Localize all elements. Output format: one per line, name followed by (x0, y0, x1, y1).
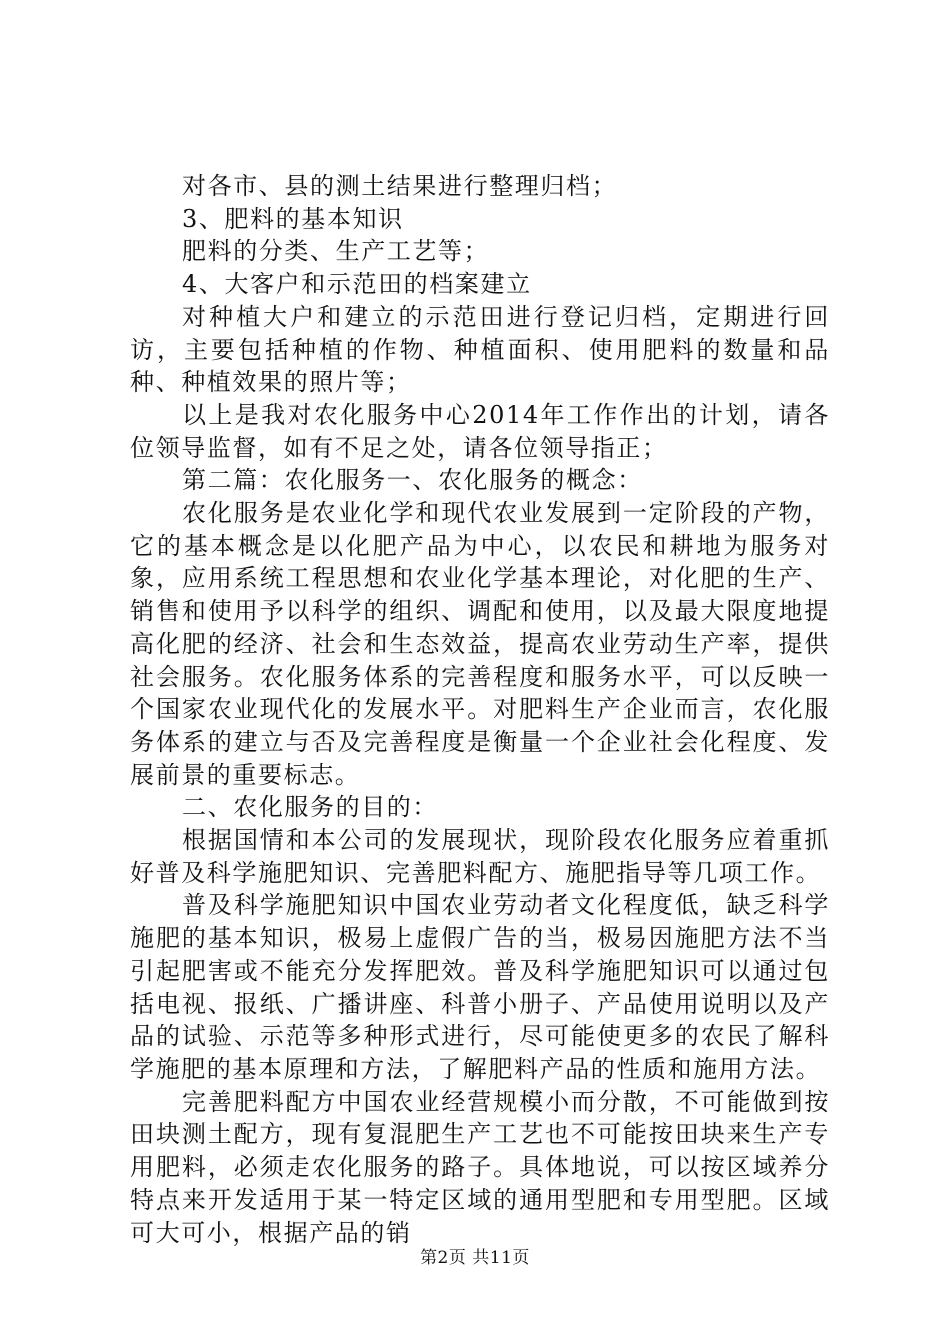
paragraph-improve-formula: 完善肥料配方中国农业经营规模小而分散，不可能做到按田块测土配方，现有复混肥生产工艺也不可能按田块来生产专用肥料，必须走农化服务的路子。具体地说，可以按区域养分特点来开发适用于某一特定区域的通用型肥和专用型肥。区域可大可小，根据产品的销 (130, 1087, 830, 1247)
page-footer (0, 1243, 950, 1268)
document-body (130, 170, 830, 1249)
paragraph-popularize-knowledge: 普及科学施肥知识中国农业劳动者文化程度低，缺乏科学施肥的基本知识，极易上虚假广告的当，极易因施肥方法不当引起肥害或不能充分发挥肥效。普及科学施肥知识可以通过包括电视、报纸、广播讲座、科普小册子、产品使用说明以及产品的试验、示范等多种形式进行，尽可能使更多的农民了解科学施肥的基本原理和方法，了解肥料产品的性质和施用方法。 (130, 891, 830, 1083)
paragraph-client-registration: 对种植大户和建立的示范田进行登记归档，定期进行回访，主要包括种植的作物、种植面积、使用肥料的数量和品种、种植效果的照片等； (130, 302, 830, 397)
paragraph-archive-results: 对各市、县的测土结果进行整理归档； (182, 172, 618, 200)
paragraph-heading-second-article: 第二篇：农化服务一、农化服务的概念： (182, 466, 643, 495)
paragraph-heading-client-archives: 4、大客户和示范田的档案建立 (182, 270, 532, 299)
paragraph-heading-service-purpose: 二、农化服务的目的： (182, 793, 438, 822)
paragraph-heading-fertilizer-basics: 3、肥料的基本知识 (182, 204, 404, 233)
paragraph-plan-summary: 以上是我对农化服务中心2014年工作作出的计划，请各位领导监督，如有不足之处，请各位领导指正； (130, 400, 830, 462)
paragraph-current-priorities: 根据国情和本公司的发展现状，现阶段农化服务应着重抓好普及科学施肥知识、完善肥料配方、施肥指导等几项工作。 (130, 826, 830, 887)
paragraph-fertilizer-classification: 肥料的分类、生产工艺等； (182, 237, 490, 266)
paragraph-service-concept: 农化服务是农业化学和现代农业发展到一定阶段的产物，它的基本概念是以化肥产品为中心，以农民和耕地为服务对象，应用系统工程思想和农业化学基本理论，对化肥的生产、销售和使用予以科学的组织、调配和使用，以及最大限度地提高化肥的经济、社会和生态效益，提高农业劳动生产率，提供社会服务。农化服务体系的完善程度和服务水平，可以反映一个国家农业现代化的发展水平。对肥料生产企业而言，农化服务体系的建立与否及完善程度是衡量一个企业社会化程度、发展前景的重要标志。 (130, 499, 830, 789)
page-number-label: 第2页 共11页 (420, 1248, 530, 1268)
